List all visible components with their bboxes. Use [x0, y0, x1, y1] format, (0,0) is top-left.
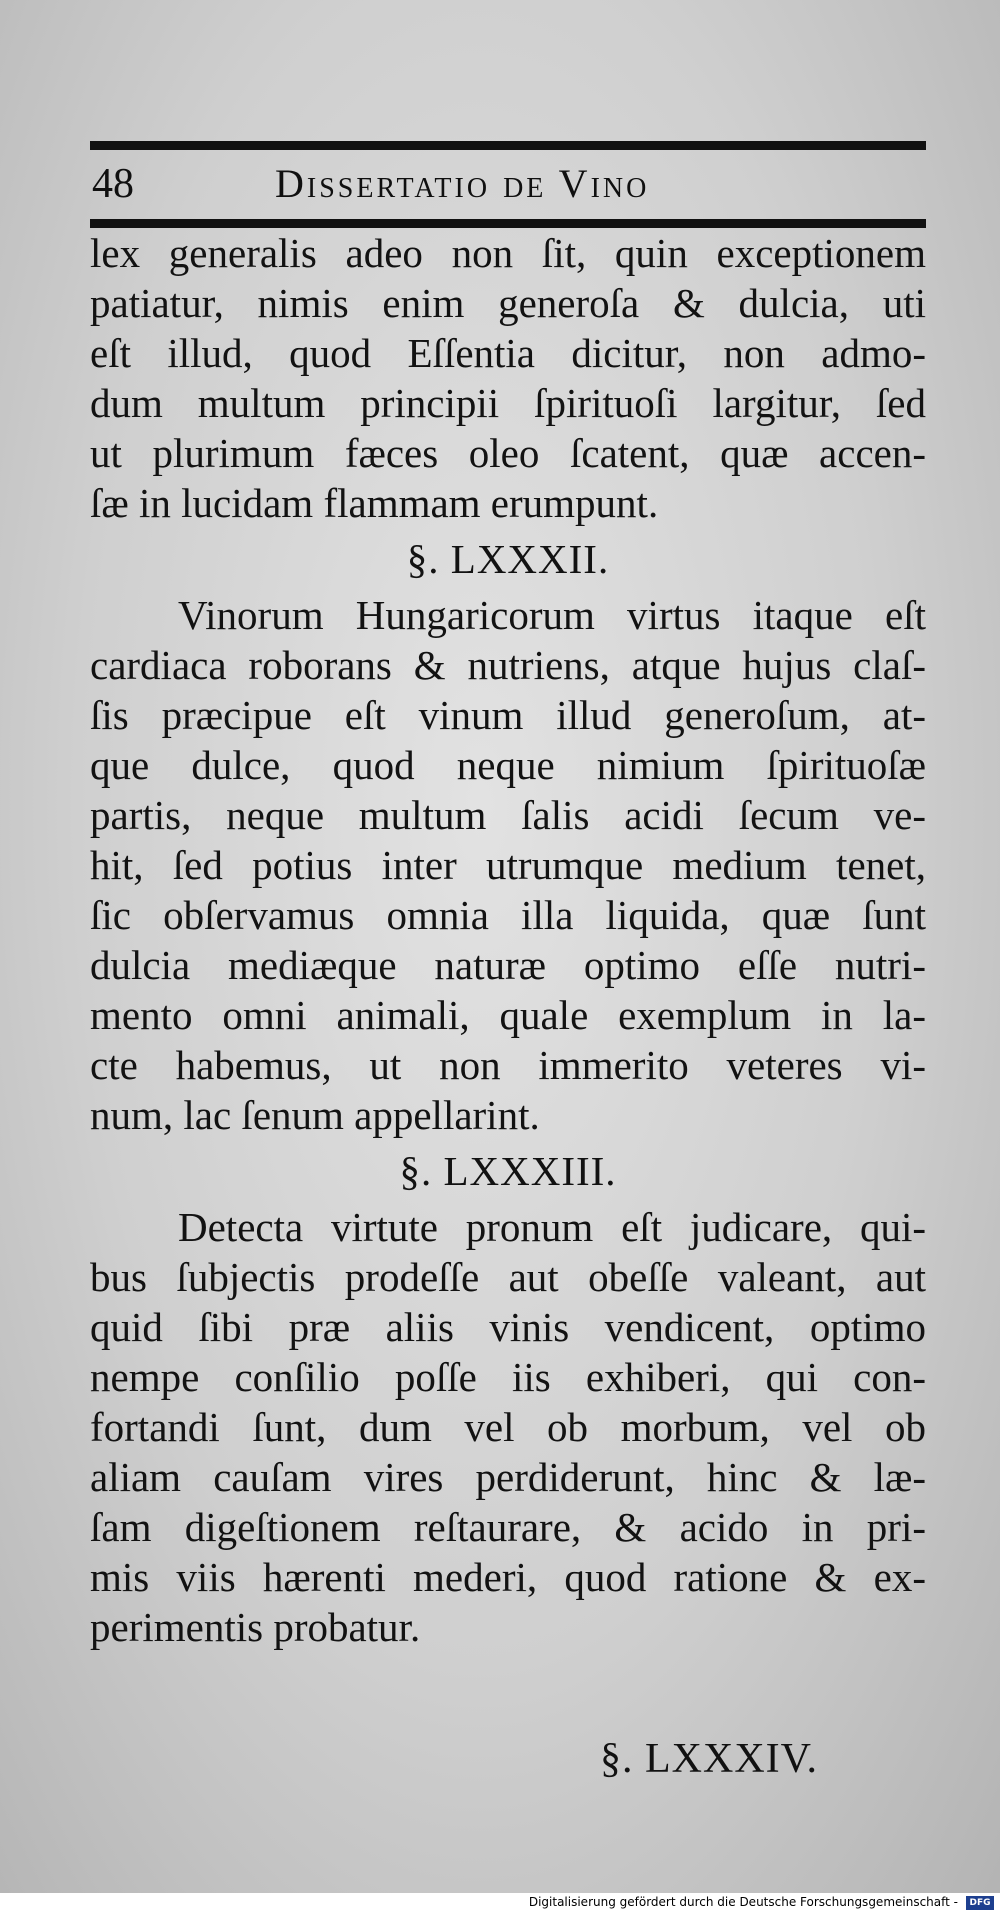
text-line: cte habemus, ut non immerito veteres vi-	[90, 1042, 926, 1088]
section-heading: §. LXXXIII.	[399, 1148, 617, 1194]
catchword: §. LXXXIV.	[600, 1736, 819, 1782]
text-line: mis viis hærenti mederi, quod ratione & ex-	[90, 1554, 926, 1600]
text-line: perimentis probatur.	[90, 1604, 421, 1650]
running-header	[90, 160, 926, 216]
footer-credit: Digitalisierung gefördert durch die Deutsche Forschungsgemeinschaft -	[528, 1895, 958, 1909]
text-line: partis, neque multum ſalis acidi ſecum ve-	[90, 792, 926, 838]
text-line: dulcia mediæque naturæ optimo eſſe nutri-	[90, 942, 926, 988]
text-line: ſic obſervamus omnia illa liquida, quæ ſunt	[90, 892, 926, 938]
text-line: fortandi ſunt, dum vel ob morbum, vel ob	[90, 1404, 926, 1450]
dfg-logo: DFG	[966, 1896, 994, 1910]
text-line: ſam digeſtionem reſtaurare, & acido in pri-	[90, 1504, 926, 1550]
text-line: mento omni animali, quale exemplum in la-	[90, 992, 926, 1038]
text-line: ſæ in lucidam flammam erumpunt.	[90, 480, 659, 526]
text-line: cardiaca roborans & nutriens, atque hujus claſ-	[90, 642, 926, 688]
section-heading: §. LXXXII.	[406, 536, 610, 582]
text-line: hit, ſed potius inter utrumque medium tenet,	[90, 842, 926, 888]
text-line: quid ſibi præ aliis vinis vendicent, optimo	[90, 1304, 926, 1350]
text-line: aliam cauſam vires perdiderunt, hinc & læ-	[90, 1454, 926, 1500]
text-line: que dulce, quod neque nimium ſpirituoſæ	[90, 742, 926, 788]
text-line: eſt illud, quod Eſſentia dicitur, non admo-	[90, 330, 926, 376]
digitization-footer	[0, 1893, 1000, 1915]
header-rule-top	[90, 141, 926, 150]
page-number: 48	[92, 161, 134, 207]
text-line: dum multum principii ſpirituoſi largitur, ſed	[90, 380, 926, 426]
header-rule-bottom	[90, 219, 926, 228]
text-line: Vinorum Hungaricorum virtus itaque eſt	[178, 592, 926, 638]
text-line: patiatur, nimis enim generoſa & dulcia, uti	[90, 280, 926, 326]
text-line: num, lac ſenum appellarint.	[90, 1092, 540, 1138]
running-title: Dissertatio de Vino	[275, 161, 650, 206]
text-line: Detecta virtute pronum eſt judicare, qui-	[178, 1204, 926, 1250]
text-line: ut plurimum fæces oleo ſcatent, quæ accen-	[90, 430, 926, 476]
text-line: nempe conſilio poſſe iis exhiberi, qui con-	[90, 1354, 926, 1400]
text-line: bus ſubjectis prodeſſe aut obeſſe valeant, aut	[90, 1254, 926, 1300]
text-line: lex generalis adeo non ſit, quin exceptionem	[90, 230, 926, 276]
body-text	[90, 228, 926, 1652]
text-line: ſis præcipue eſt vinum illud generoſum, at-	[90, 692, 926, 738]
